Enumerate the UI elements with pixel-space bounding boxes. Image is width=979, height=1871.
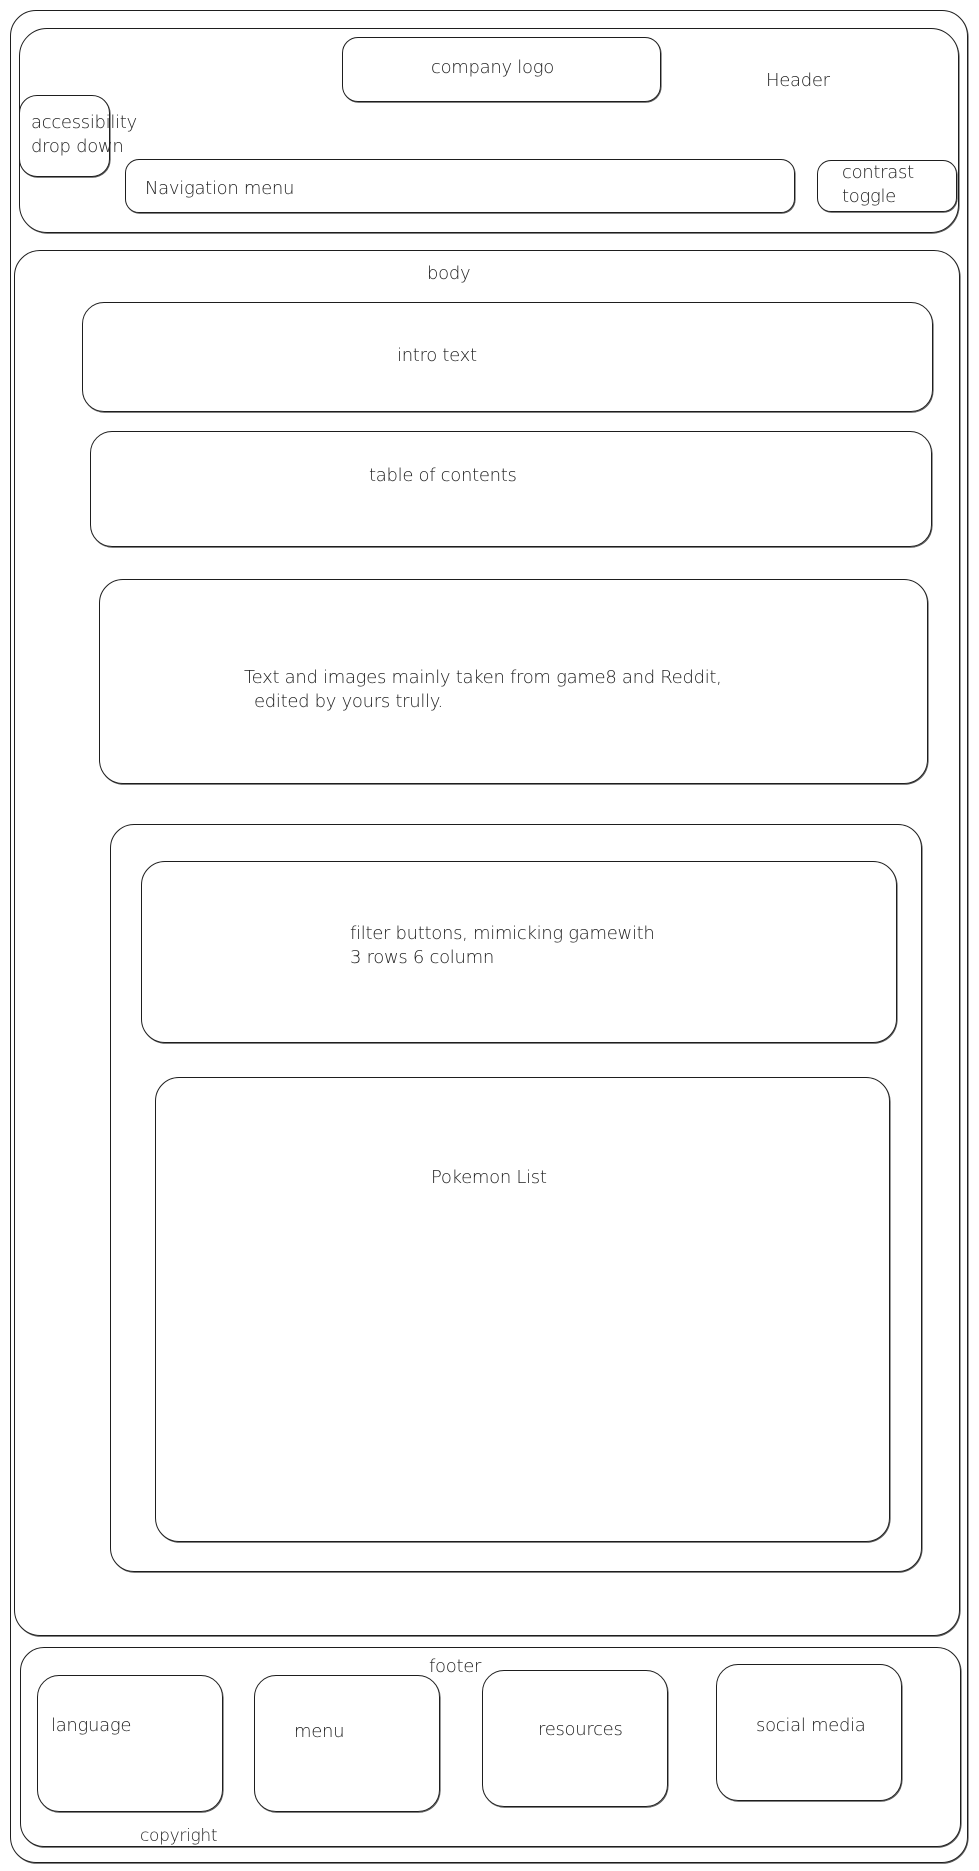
filter-buttons-label-line2: 3 rows 6 column <box>350 947 494 968</box>
pokemon-list[interactable] <box>155 1077 890 1542</box>
footer-menu-label: menu <box>294 1721 345 1742</box>
footer-menu[interactable] <box>254 1675 440 1812</box>
body-label: body <box>427 263 471 284</box>
table-of-contents[interactable] <box>90 431 932 547</box>
footer-label: footer <box>429 1656 482 1677</box>
intro-text-block <box>82 302 933 412</box>
filter-buttons-grid[interactable] <box>141 861 897 1043</box>
credits-text-line2: edited by yours trully. <box>254 691 443 712</box>
footer-resources-label: resources <box>538 1719 623 1740</box>
filter-buttons-label-line1: filter buttons, mimicking gamewith <box>350 923 655 944</box>
navigation-menu-label: Navigation menu <box>145 178 295 199</box>
company-logo-label: company logo <box>431 57 554 78</box>
accessibility-dropdown-label-line1: accessibility <box>31 112 137 133</box>
footer-social-media-label: social media <box>756 1715 866 1736</box>
contrast-toggle-label-line2: toggle <box>842 186 896 207</box>
footer-language-label: language <box>51 1715 132 1736</box>
pokemon-list-label: Pokemon List <box>431 1167 547 1188</box>
footer-copyright: copyright <box>140 1826 218 1846</box>
credits-text-line1: Text and images mainly taken from game8 and Reddit, <box>244 667 722 688</box>
intro-text-label: intro text <box>397 345 477 366</box>
footer-language[interactable] <box>37 1675 223 1812</box>
table-of-contents-label: table of contents <box>369 465 517 486</box>
contrast-toggle-label-line1: contrast <box>842 162 914 183</box>
accessibility-dropdown-label-line2: drop down <box>31 136 124 157</box>
header-label: Header <box>766 70 830 91</box>
